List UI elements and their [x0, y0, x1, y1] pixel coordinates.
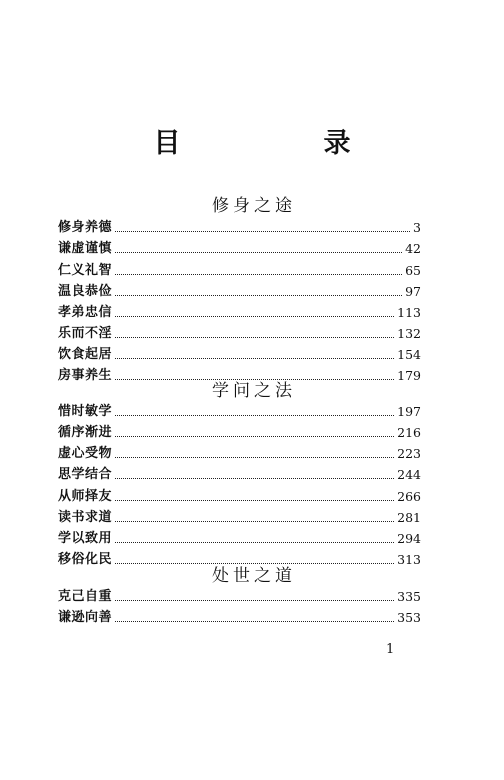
toc-entry — [58, 239, 421, 257]
dot-leader — [115, 315, 394, 317]
entry-title: 学以致用 — [58, 531, 113, 546]
entry-title: 乐而不淫 — [58, 326, 113, 341]
entry-page: 223 — [397, 446, 421, 461]
page-title: 目 录 — [153, 128, 409, 159]
entry-page: 3 — [413, 220, 421, 235]
toc-entry — [58, 487, 421, 505]
page-number: 1 — [386, 642, 395, 657]
toc-entry — [58, 324, 421, 342]
entry-page: 294 — [397, 531, 421, 546]
toc-entry — [58, 587, 421, 605]
toc-entry — [58, 608, 421, 626]
dot-leader — [115, 562, 394, 564]
dot-leader — [115, 520, 394, 522]
entry-title: 谦虚谨慎 — [58, 241, 113, 256]
toc-entry — [58, 423, 421, 441]
entry-title: 循序渐进 — [58, 425, 113, 440]
section-heading: 修身之途 — [212, 196, 296, 216]
entry-title: 移俗化民 — [58, 552, 113, 567]
toc-entry — [58, 303, 421, 321]
dot-leader — [115, 620, 394, 622]
dot-leader — [115, 230, 410, 232]
entry-page: 42 — [405, 241, 421, 256]
section-heading: 学问之法 — [212, 381, 296, 401]
entry-title: 读书求道 — [58, 510, 113, 525]
dot-leader — [115, 414, 394, 416]
entry-title: 从师择友 — [58, 489, 113, 504]
entry-title: 饮食起居 — [58, 347, 113, 362]
dot-leader — [115, 294, 402, 296]
dot-leader — [115, 499, 394, 501]
dot-leader — [115, 477, 394, 479]
entry-title: 思学结合 — [58, 467, 113, 482]
section-heading: 处世之道 — [212, 566, 296, 586]
entry-title: 谦逊向善 — [58, 610, 113, 625]
dot-leader — [115, 251, 402, 253]
entry-page: 97 — [405, 284, 421, 299]
dot-leader — [115, 378, 394, 380]
entry-page: 281 — [397, 510, 421, 525]
entry-title: 仁义礼智 — [58, 263, 113, 278]
dot-leader — [115, 435, 394, 437]
entry-page: 313 — [397, 552, 421, 567]
toc-entry — [58, 218, 421, 236]
entry-page: 113 — [397, 305, 421, 320]
entry-title: 温良恭俭 — [58, 284, 113, 299]
toc-entry — [58, 444, 421, 462]
entry-title: 虚心受物 — [58, 446, 113, 461]
entry-page: 244 — [397, 467, 421, 482]
entry-title: 孝弟忠信 — [58, 305, 113, 320]
dot-leader — [115, 336, 394, 338]
toc-entry — [58, 345, 421, 363]
entry-title: 克己自重 — [58, 589, 113, 604]
toc-entry — [58, 402, 421, 420]
dot-leader — [115, 541, 394, 543]
entry-title: 惜时敏学 — [58, 404, 113, 419]
toc-entry — [58, 261, 421, 279]
dot-leader — [115, 357, 394, 359]
entry-page: 65 — [405, 263, 421, 278]
entry-title: 房事养生 — [58, 368, 113, 383]
toc-entry — [58, 508, 421, 526]
entry-page: 197 — [397, 404, 421, 419]
toc-entry — [58, 282, 421, 300]
toc-entry — [58, 529, 421, 547]
entry-page: 266 — [397, 489, 421, 504]
entry-page: 216 — [397, 425, 421, 440]
entry-page: 132 — [397, 326, 421, 341]
dot-leader — [115, 456, 394, 458]
entry-title: 修身养德 — [58, 220, 113, 235]
entry-page: 335 — [397, 589, 421, 604]
dot-leader — [115, 599, 394, 601]
dot-leader — [115, 273, 402, 275]
toc-entry — [58, 465, 421, 483]
entry-page: 353 — [397, 610, 421, 625]
entry-page: 154 — [397, 347, 421, 362]
entry-page: 179 — [397, 368, 421, 383]
